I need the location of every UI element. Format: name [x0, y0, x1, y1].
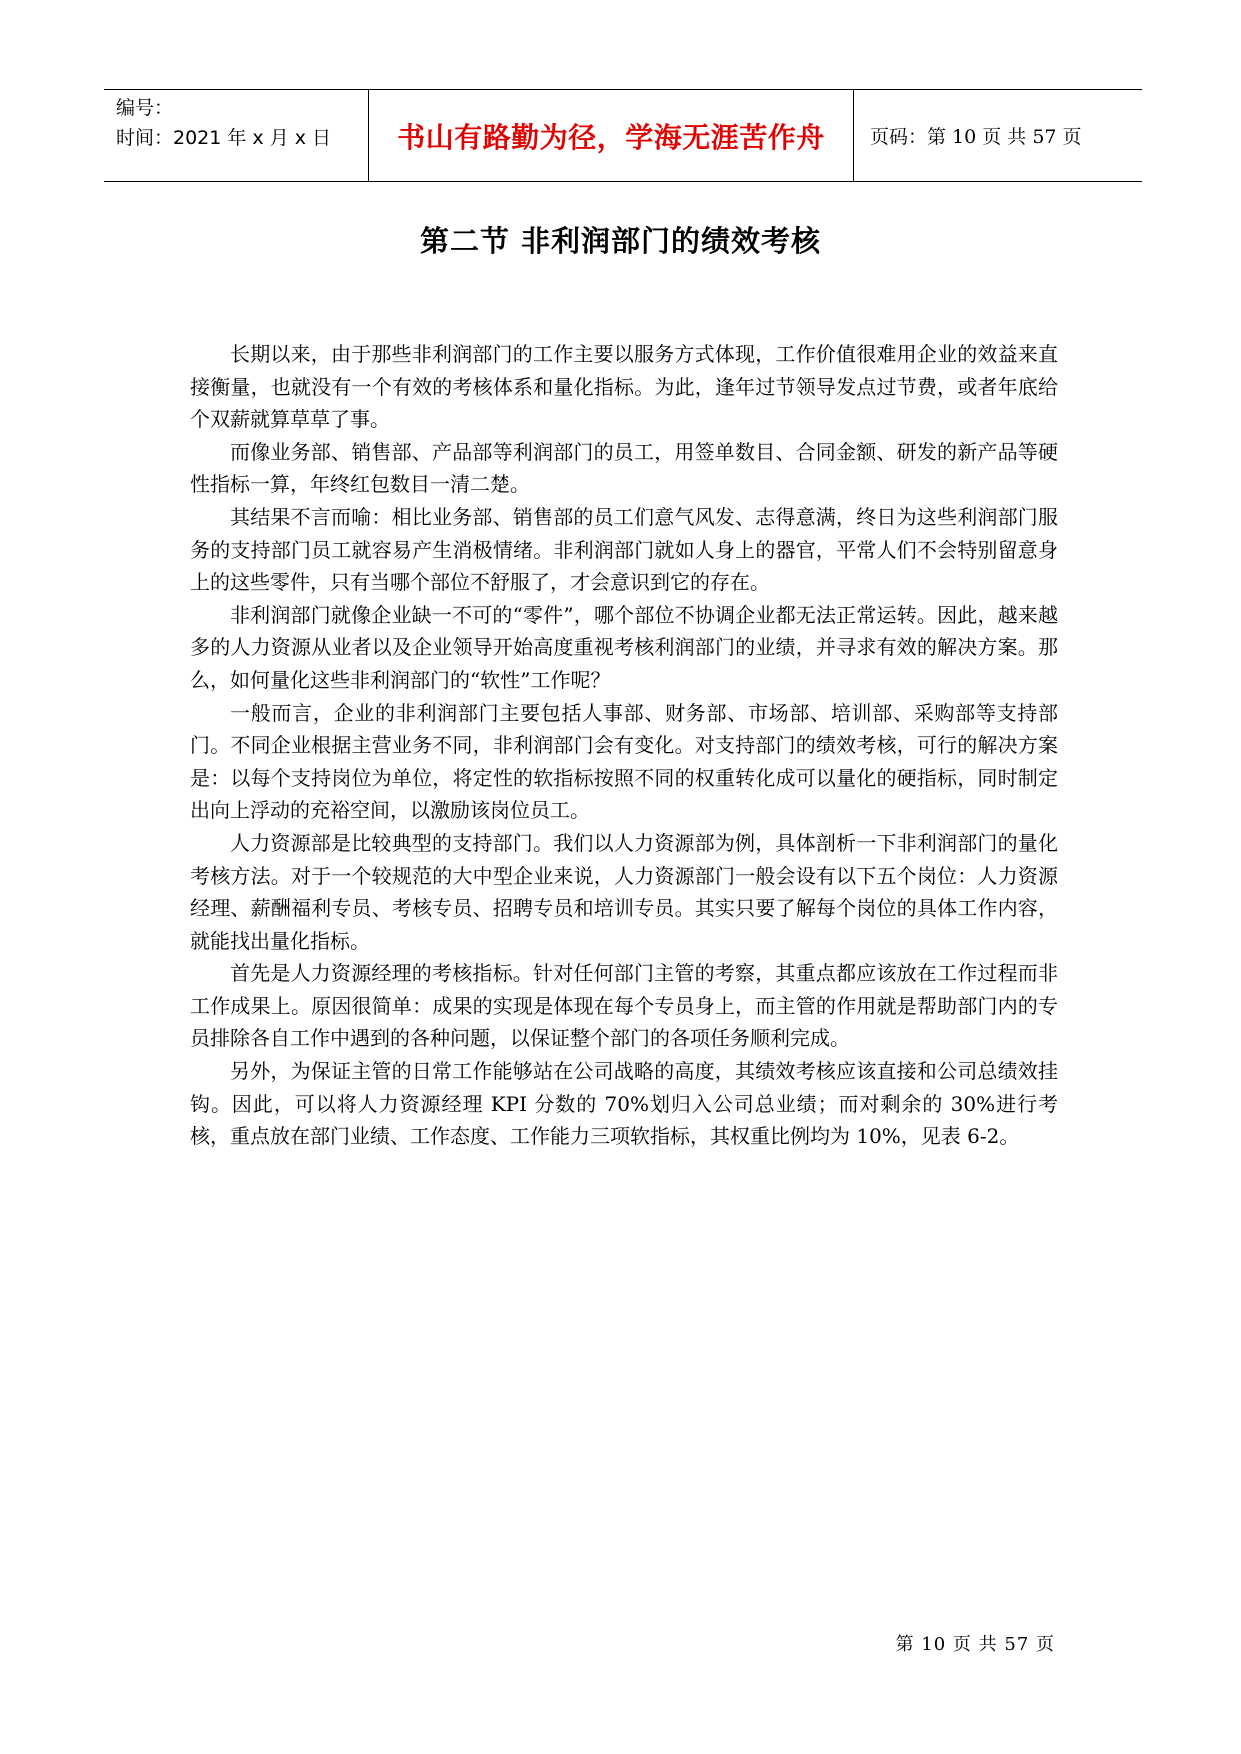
paragraph: 而像业务部、销售部、产品部等利润部门的员工，用签单数目、合同金额、研发的新产品等硬性指标一算，年终红包数目一清二楚。 — [190, 439, 1058, 497]
header-motto: 书山有路勤为径，学海无涯苦作舟 — [397, 120, 825, 154]
header-motto-cell — [368, 90, 854, 181]
paragraph: 首先是人力资源经理的考核指标。针对任何部门主管的考察，其重点都应该放在工作过程而非工作成果上。原因很简单：成果的实现是体现在每个专员身上，而主管的作用就是帮助部门内的专员排除各自工作中遇到的各种问题，以保证整个部门的各项任务顺利完成。 — [190, 961, 1058, 1051]
section-title: 第二节 非利润部门的绩效考核 — [419, 224, 822, 258]
paragraph: 人力资源部是比较典型的支持部门。我们以人力资源部为例，具体剖析一下非利润部门的量化考核方法。对于一个较规范的大中型企业来说，人力资源部门一般会设有以下五个岗位：人力资源经理、薪酬福利专员、考核专员、招聘专员和培训专员。其实只要了解每个岗位的具体工作内容，就能找出量化指标。 — [190, 830, 1058, 953]
header-page-number: 页码：第 10 页 共 57 页 — [870, 126, 1082, 148]
header-meta — [104, 90, 368, 181]
paragraph: 非利润部门就像企业缺一不可的“零件”，哪个部位不协调企业都无法正常运转。因此，越来越多的人力资源从业者以及企业领导开始高度重视考核利润部门的业绩，并寻求有效的解决方案。那么，如何量化这些非利润部门的“软性”工作呢？ — [190, 602, 1058, 692]
document-time-label: 时间：2021 年 x 月 x 日 — [116, 127, 332, 149]
page-footer: 第 10 页 共 57 页 — [895, 1634, 1055, 1655]
paragraph: 一般而言，企业的非利润部门主要包括人事部、财务部、市场部、培训部、采购部等支持部门。不同企业根据主营业务不同，非利润部门会有变化。对支持部门的绩效考核，可行的解决方案是：以每个支持岗位为单位，将定性的软指标按照不同的权重转化成可以量化的硬指标，同时制定出向上浮动的充裕空间，以激励该岗位员工。 — [190, 700, 1058, 823]
paragraph: 长期以来，由于那些非利润部门的工作主要以服务方式体现，工作价值很难用企业的效益来直接衡量，也就没有一个有效的考核体系和量化指标。为此，逢年过节领导发点过节费，或者年底给个双薪就算草草了事。 — [190, 342, 1058, 432]
document-number-label: 编号： — [116, 97, 174, 119]
header-page-cell — [854, 90, 1142, 181]
paragraph: 其结果不言而喻：相比业务部、销售部的员工们意气风发、志得意满，终日为这些利润部门服务的支持部门员工就容易产生消极情绪。非利润部门就如人身上的器官，平常人们不会特别留意身上的这些零件，只有当哪个部位不舒服了，才会意识到它的存在。 — [190, 504, 1058, 595]
document-body — [190, 338, 1058, 1153]
page-header — [104, 89, 1142, 182]
paragraph: 另外，为保证主管的日常工作能够站在公司战略的高度，其绩效考核应该直接和公司总绩效挂钩。因此，可以将人力资源经理 KPI 分数的 70%划归入公司总业绩；而对剩余的 30%进行考核，重点放在部门业绩、工作态度、工作能力三项软指标，其权重比例均为 10%，见表 6-2。 — [190, 1059, 1058, 1149]
